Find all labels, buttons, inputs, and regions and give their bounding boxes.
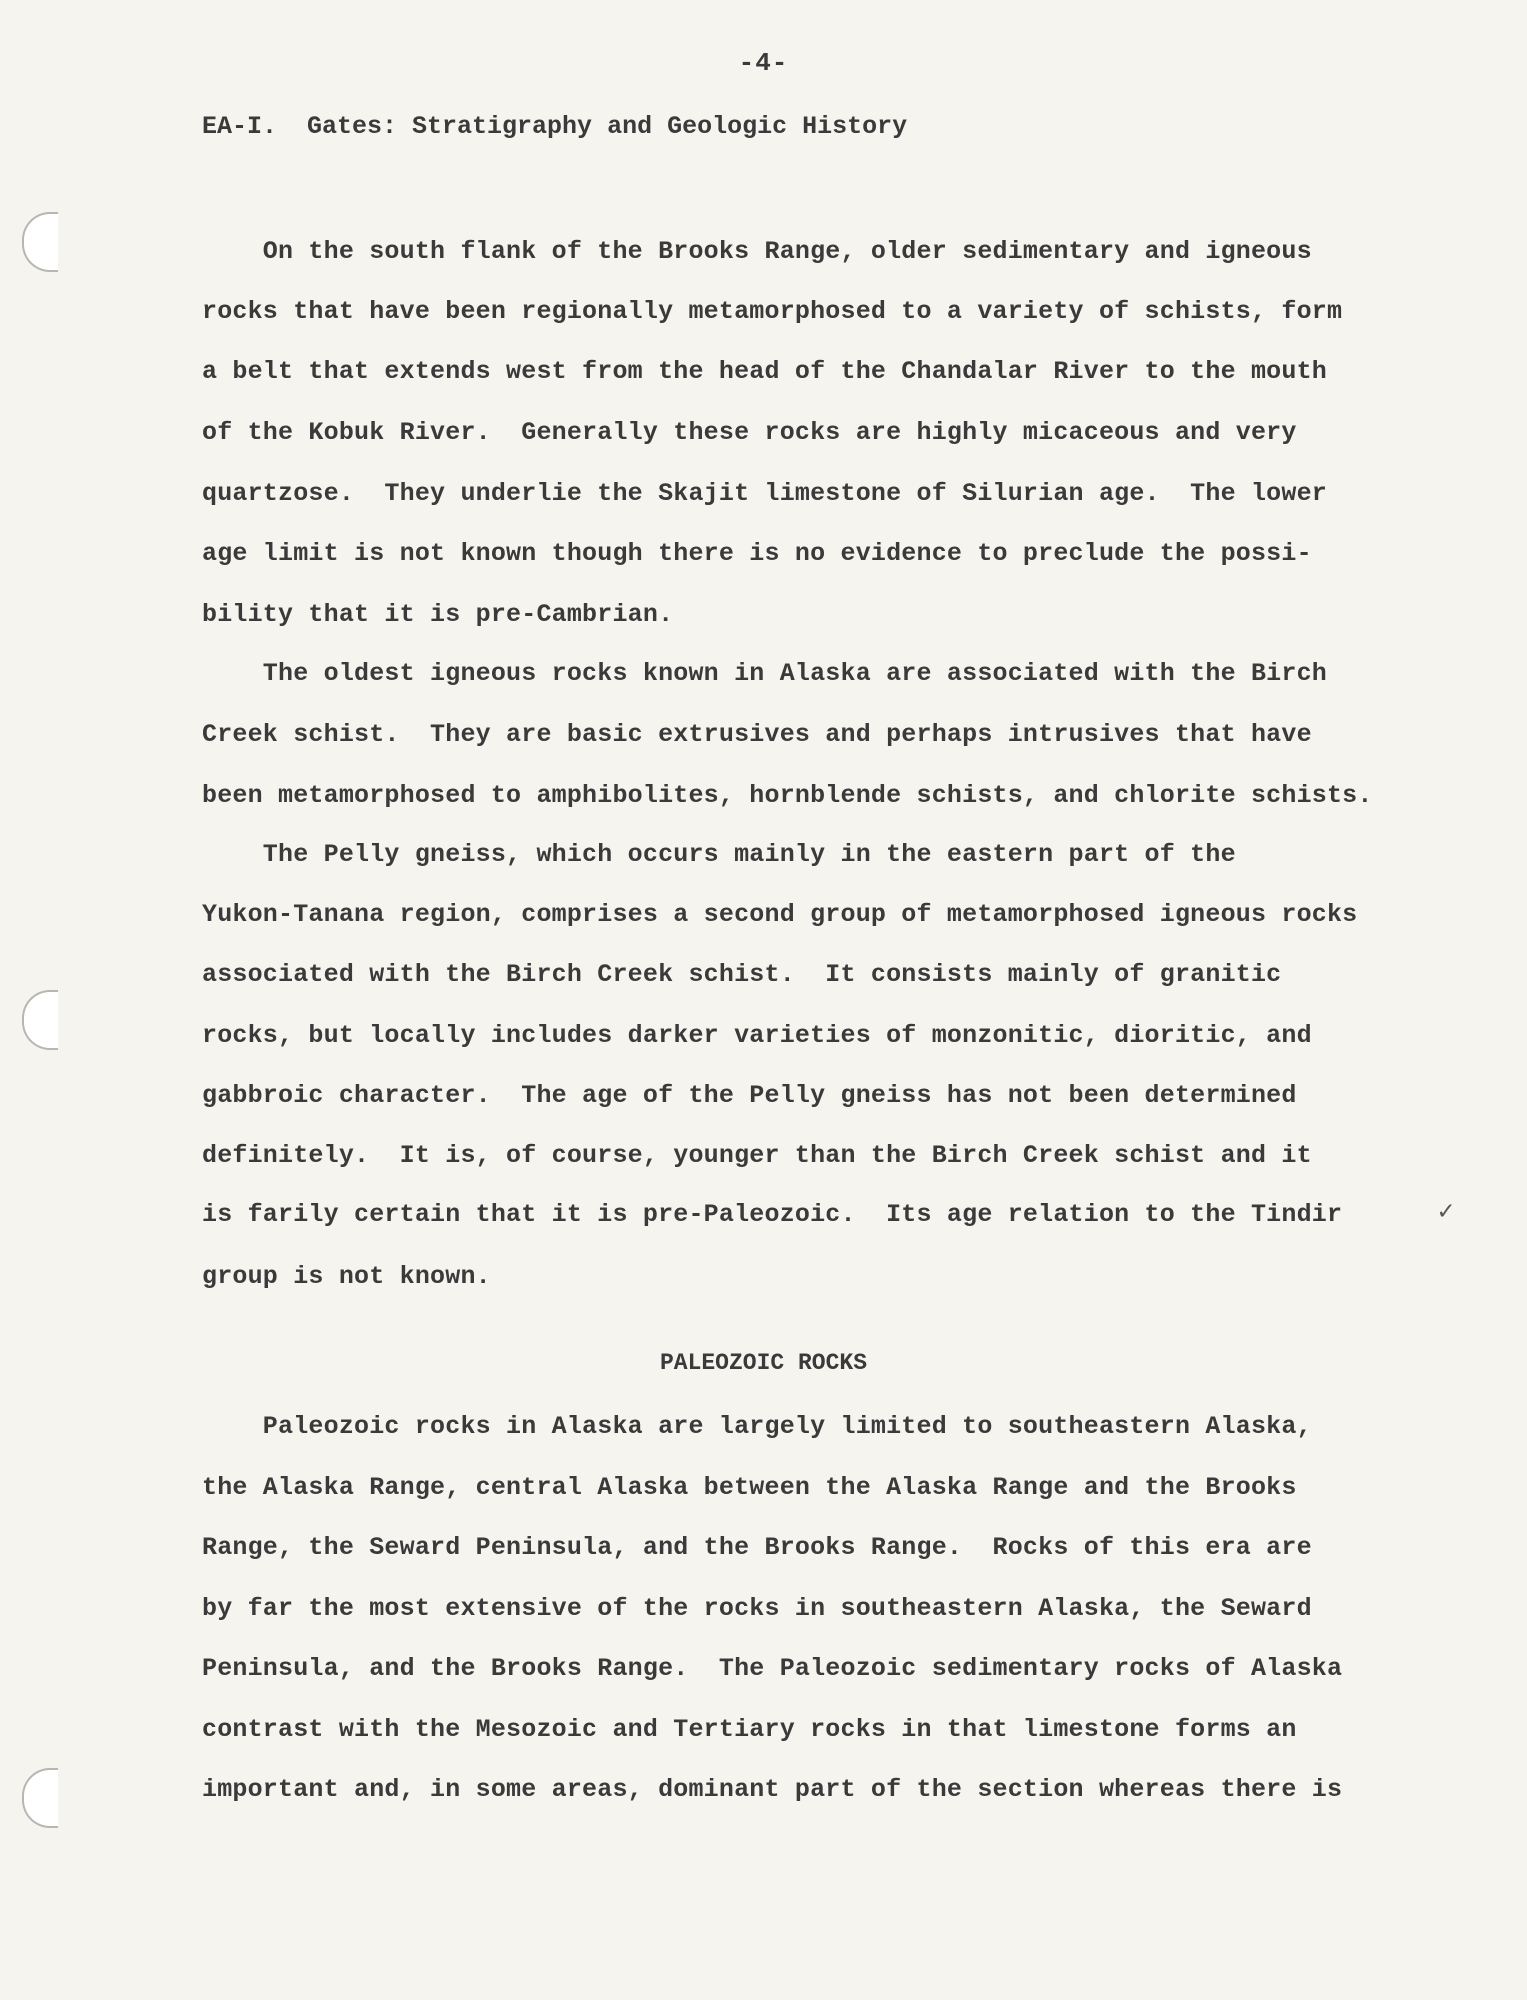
section-line: Peninsula, and the Brooks Range. The Paleozoic sedimentary rocks of Alaska [202, 1654, 1343, 1683]
punch-hole-middle [22, 990, 58, 1050]
section-line: the Alaska Range, central Alaska between the Alaska Range and the Brooks [202, 1473, 1297, 1502]
body-line: The oldest igneous rocks known in Alaska are associated with the Birch [202, 659, 1327, 688]
margin-check-mark: ✓ [1438, 1197, 1454, 1227]
punch-hole-bottom [22, 1768, 58, 1828]
body-line: is farily certain that it is pre-Paleozoic. Its age relation to the Tindir [202, 1200, 1343, 1229]
body-line: definitely. It is, of course, younger than the Birch Creek schist and it [202, 1141, 1312, 1170]
body-line: gabbroic character. The age of the Pelly gneiss has not been determined [202, 1081, 1297, 1110]
body-line: On the south flank of the Brooks Range, older sedimentary and igneous [202, 237, 1312, 266]
body-line: age limit is not known though there is no evidence to preclude the possi- [202, 539, 1312, 568]
section-line: Range, the Seward Peninsula, and the Brooks Range. Rocks of this era are [202, 1533, 1312, 1562]
body-line: bility that it is pre-Cambrian. [202, 600, 674, 629]
page-number: -4- [738, 48, 789, 78]
body-line: rocks that have been regionally metamorphosed to a variety of schists, form [202, 297, 1343, 326]
body-line: associated with the Birch Creek schist. It consists mainly of granitic [202, 960, 1282, 989]
section-line: by far the most extensive of the rocks in southeastern Alaska, the Seward [202, 1594, 1312, 1623]
body-line: quartzose. They underlie the Skajit limestone of Silurian age. The lower [202, 479, 1327, 508]
body-line: The Pelly gneiss, which occurs mainly in the eastern part of the [202, 840, 1236, 869]
section-line: important and, in some areas, dominant part of the section whereas there is [202, 1775, 1343, 1804]
body-line: Creek schist. They are basic extrusives and perhaps intrusives that have [202, 720, 1312, 749]
document-header: EA-I. Gates: Stratigraphy and Geologic History [202, 112, 908, 141]
body-line: Yukon-Tanana region, comprises a second group of metamorphosed igneous rocks [202, 900, 1358, 929]
body-line: been metamorphosed to amphibolites, hornblende schists, and chlorite schists. [202, 781, 1373, 810]
body-line: group is not known. [202, 1262, 491, 1291]
body-line: rocks, but locally includes darker varieties of monzonitic, dioritic, and [202, 1021, 1312, 1050]
section-line: Paleozoic rocks in Alaska are largely limited to southeastern Alaska, [202, 1412, 1312, 1441]
punch-hole-top [22, 212, 58, 272]
section-title: PALEOZOIC ROCKS [659, 1350, 868, 1376]
body-line: of the Kobuk River. Generally these rocks are highly micaceous and very [202, 418, 1297, 447]
section-line: contrast with the Mesozoic and Tertiary rocks in that limestone forms an [202, 1715, 1297, 1744]
body-line: a belt that extends west from the head of the Chandalar River to the mouth [202, 357, 1327, 386]
